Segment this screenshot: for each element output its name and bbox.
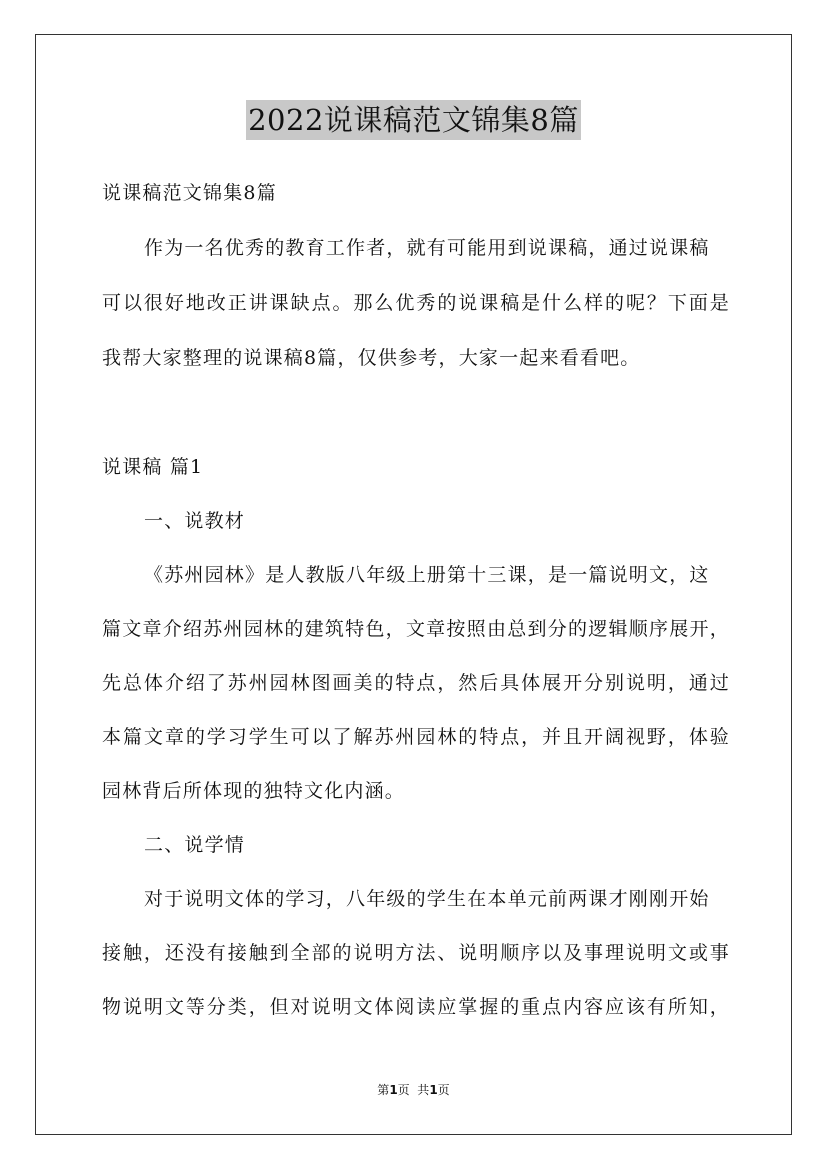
footer-mid: 页 共 <box>397 1083 430 1097</box>
section-heading: 说课稿 篇1 <box>102 456 204 478</box>
part1-line-1: 《苏州园林》是人教版八年级上册第十三课，是一篇说明文，这 <box>144 564 710 586</box>
part2-line-2: 接触，还没有接触到全部的说明方法、说明顺序以及事理说明文或事 <box>102 942 730 964</box>
footer-suffix: 页 <box>437 1083 450 1097</box>
intro-line-3: 我帮大家整理的说课稿8篇，仅供参考，大家一起来看看吧。 <box>102 347 641 369</box>
intro-line-1: 作为一名优秀的教育工作者，就有可能用到说课稿，通过说课稿 <box>144 237 710 259</box>
title-wrap <box>0 100 827 140</box>
part1-line-5: 园林背后所体现的独特文化内涵。 <box>102 780 406 802</box>
part1-heading: 一、说教材 <box>144 510 246 532</box>
footer-prefix: 第 <box>377 1083 390 1097</box>
intro-line-2: 可以很好地改正讲课缺点。那么优秀的说课稿是什么样的呢？下面是 <box>102 292 730 314</box>
footer-current-page: 1 <box>389 1083 398 1097</box>
part1-line-3: 先总体介绍了苏州园林图画美的特点，然后具体展开分别说明，通过 <box>102 672 730 694</box>
part2-line-1: 对于说明文体的学习，八年级的学生在本单元前两课才刚刚开始 <box>144 888 710 910</box>
part2-line-3: 物说明文等分类，但对说明文体阅读应掌握的重点内容应该有所知， <box>102 996 730 1018</box>
document-title: 2022说课稿范文锦集8篇 <box>246 100 581 140</box>
document-subtitle: 说课稿范文锦集8篇 <box>102 182 277 204</box>
part1-line-4: 本篇文章的学习学生可以了解苏州园林的特点，并且开阔视野，体验 <box>102 726 730 748</box>
part1-line-2: 篇文章介绍苏州园林的建筑特色，文章按照由总到分的逻辑顺序展开， <box>102 618 730 640</box>
footer-total-pages: 1 <box>429 1083 438 1097</box>
part2-heading: 二、说学情 <box>144 834 246 856</box>
page-footer <box>0 1082 827 1098</box>
